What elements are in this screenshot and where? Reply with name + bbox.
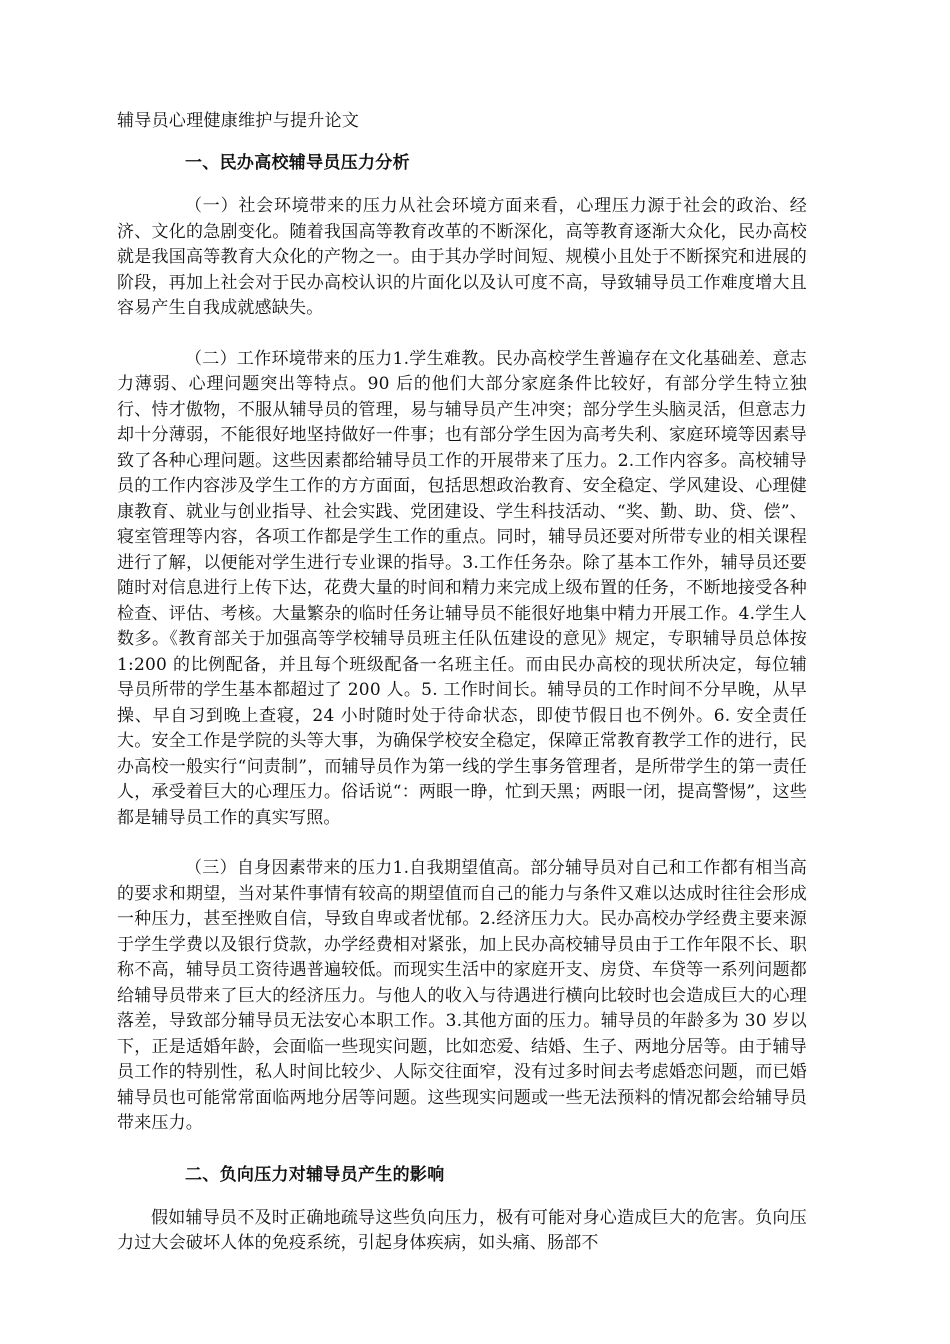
paragraph-negative-impact: 假如辅导员不及时正确地疏导这些负向压力，极有可能对身心造成巨大的危害。负向压力过大会破坏人体的免疫系统，引起身体疾病，如头痛、肠部不	[117, 1207, 807, 1253]
paragraph-work-environment: （二）工作环境带来的压力1.学生难教。民办高校学生普遍存在文化基础差、意志力薄弱、心理问题突出等特点。90 后的他们大部分家庭条件比较好，有部分学生特立独行、恃才傲物，不服从辅导员的管理，易与辅导员产生冲突；部分学生头脑灵活，但意志力却十分薄弱，不能很好地坚持做好一件事；也有部分学生因为高考失利、家庭环境等因素导致了各种心理问题。这些因素都给辅导员工作的开展带来了压力。2.工作内容多。高校辅导员的工作内容涉及学生工作的方方面面，包括思想政治教育、安全稳定、学风建设、心理健康教育、就业与创业指导、社会实践、党团建设、学生科技活动、“奖、勤、助、贷、偿”、寝室管理等内容，各项工作都是学生工作的重点。同时，辅导员还要对所带专业的相关课程进行了解，以便能对学生进行专业课的指导。3.工作任务杂。除了基本工作外，辅导员还要随时对信息进行上传下达，花费大量的时间和精力来完成上级布置的任务，不断地接受各种检查、评估、考核。大量繁杂的临时任务让辅导员不能很好地集中精力开展工作。4.学生人数多。《教育部关于加强高等学校辅导员班主任队伍建设的意见》规定，专职辅导员总体按1:200 的比例配备，并且每个班级配备一名班主任。而由民办高校的现状所决定，每位辅导员所带的学生基本都超过了 200 人。5. 工作时间长。辅导员的工作时间不分早晚，从早操、早自习到晚上查寝，24 小时随时处于待命状态，即使节假日也不例外。6. 安全责任大。安全工作是学院的头等大事，为确保学校安全稳定，保障正常教育教学工作的进行，民办高校一般实行“问责制”，而辅导员作为第一线的学生事务管理者，是所带学生的第一责任人，承受着巨大的心理压力。俗话说“：两眼一睁，忙到天黑；两眼一闭，提高警惕”，这些都是辅导员工作的真实写照。	[117, 348, 807, 828]
section-heading: 二、负向压力对辅导员产生的影响	[185, 1164, 445, 1185]
section-2	[117, 1162, 807, 1257]
document-title: 辅导员心理健康维护与提升论文	[117, 111, 360, 131]
document-page	[117, 108, 807, 1282]
paragraph-social-environment: （一）社会环境带来的压力从社会环境方面来看，心理压力源于社会的政治、经济、文化的急剧变化。随着我国高等教育改革的不断深化，高等教育逐渐大众化，民办高校就是我国高等教育大众化的产物之一。由于其办学时间短、规模小且处于不断探究和进展的阶段，再加上社会对于民办高校认识的片面化以及认可度不高，导致辅导员工作难度增大且容易产生自我成就感缺失。	[117, 196, 807, 318]
paragraph-personal-factors: （三）自身因素带来的压力1.自我期望值高。部分辅导员对自己和工作都有相当高的要求和期望，当对某件事情有较高的期望值而自己的能力与条件又难以达成时往往会形成一种压力，甚至挫败自信，导致自卑或者忧郁。2.经济压力大。民办高校办学经费主要来源于学生学费以及银行贷款，办学经费相对紧张，加上民办高校辅导员由于工作年限不长、职称不高，辅导员工资待遇普遍较低。而现实生活中的家庭开支、房贷、车贷等一系列问题都给辅导员带来了巨大的经济压力。与他人的收入与待遇进行横向比较时也会造成巨大的心理落差，导致部分辅导员无法安心本职工作。3.其他方面的压力。辅导员的年龄多为 30 岁以下，正是适婚年龄，会面临一些现实问题，比如恋爱、结婚、生子、两地分居等。由于辅导员工作的特别性，私人时间比较少、人际交往面窄，没有过多时间去考虑婚恋问题，而已婚辅导员也可能常常面临两地分居等问题。这些现实问题或一些无法预料的情况都会给辅导员带来压力。	[117, 858, 807, 1133]
section-heading: 一、民办高校辅导员压力分析	[185, 153, 410, 173]
section-1	[117, 150, 807, 1137]
